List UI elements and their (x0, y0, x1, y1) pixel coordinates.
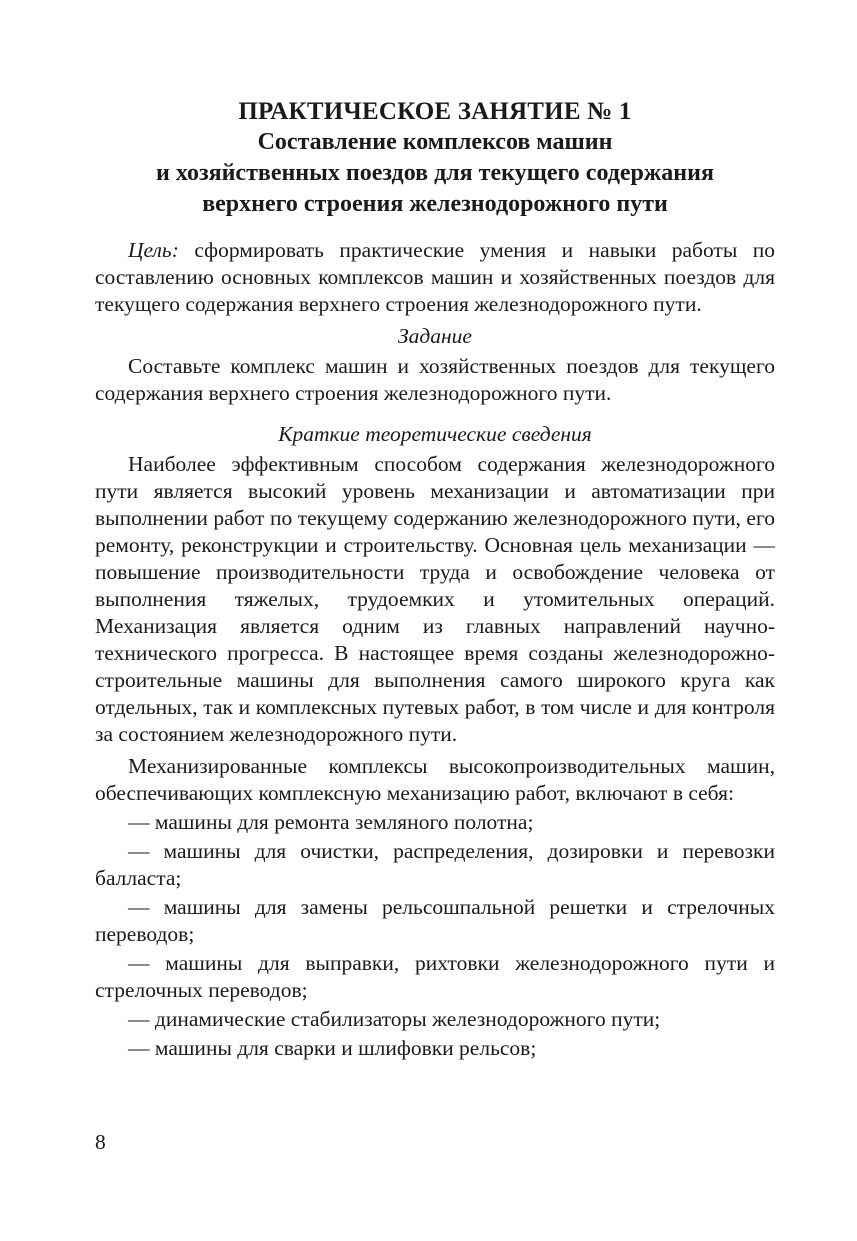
theory-paragraph-2: Механизированные комплексы высокопроизводительных машин, обеспечивающих комплексную механизацию работ, включают в себя: (95, 754, 775, 805)
list-item: — динамические стабилизаторы железнодорожного пути; (128, 1007, 661, 1031)
page-number: 8 (95, 1130, 106, 1154)
lesson-subtitle-line-3: верхнего строения железнодорожного пути (202, 191, 668, 217)
list-item: — машины для выправки, рихтовки железнодорожного пути и стрелочных переводов; (95, 951, 775, 1002)
task-heading: Задание (398, 324, 472, 348)
list-item: — машины для сварки и шлифовки рельсов; (128, 1036, 537, 1060)
lesson-subtitle-line-2: и хозяйственных поездов для текущего содержания (156, 160, 714, 186)
page-heading (95, 96, 775, 220)
list-item: — машины для очистки, распределения, дозировки и перевозки балласта; (95, 839, 775, 890)
list-item: — машины для замены рельсошпальной решетки и стрелочных переводов; (95, 895, 775, 946)
theory-heading: Краткие теоретические сведения (278, 422, 592, 446)
list-item: — машины для ремонта земляного полотна; (128, 810, 534, 834)
page-body (95, 96, 775, 1062)
goal-label: Цель: (128, 238, 179, 262)
theory-paragraph-1: Наиболее эффективным способом содержания железнодорожного пути является высокий уровень механизации и автоматизации при выполнении работ по текущему содержанию железнодорожного пути, его ремонту, реконструкции и строительству. Основная цель механизации — повышение производительности труда и освобождение человека от выполнения тяжелых, трудоемких и утомительных операций. Механизация является одним из главных направлений научно-технического прогресса. В настоящее время созданы железнодорожно-строительные машины для выполнения самого широкого круга как отдельных, так и комплексных путевых работ, в том числе и для контроля за состоянием железнодорожного пути. (95, 452, 775, 746)
goal-text: сформировать практические умения и навыки работы по составлению основных комплексов машин и хозяйственных поездов для текущего содержания верхнего строения железнодорожного пути. (95, 238, 775, 316)
lesson-title: ПРАКТИЧЕСКОЕ ЗАНЯТИЕ № 1 (238, 98, 632, 125)
goal-paragraph (95, 237, 775, 318)
machine-list (95, 809, 775, 1062)
task-paragraph: Составьте комплекс машин и хозяйственных поездов для текущего содержания верхнего строения железнодорожного пути. (95, 354, 775, 405)
lesson-subtitle-line-1: Составление комплексов машин (257, 129, 613, 155)
